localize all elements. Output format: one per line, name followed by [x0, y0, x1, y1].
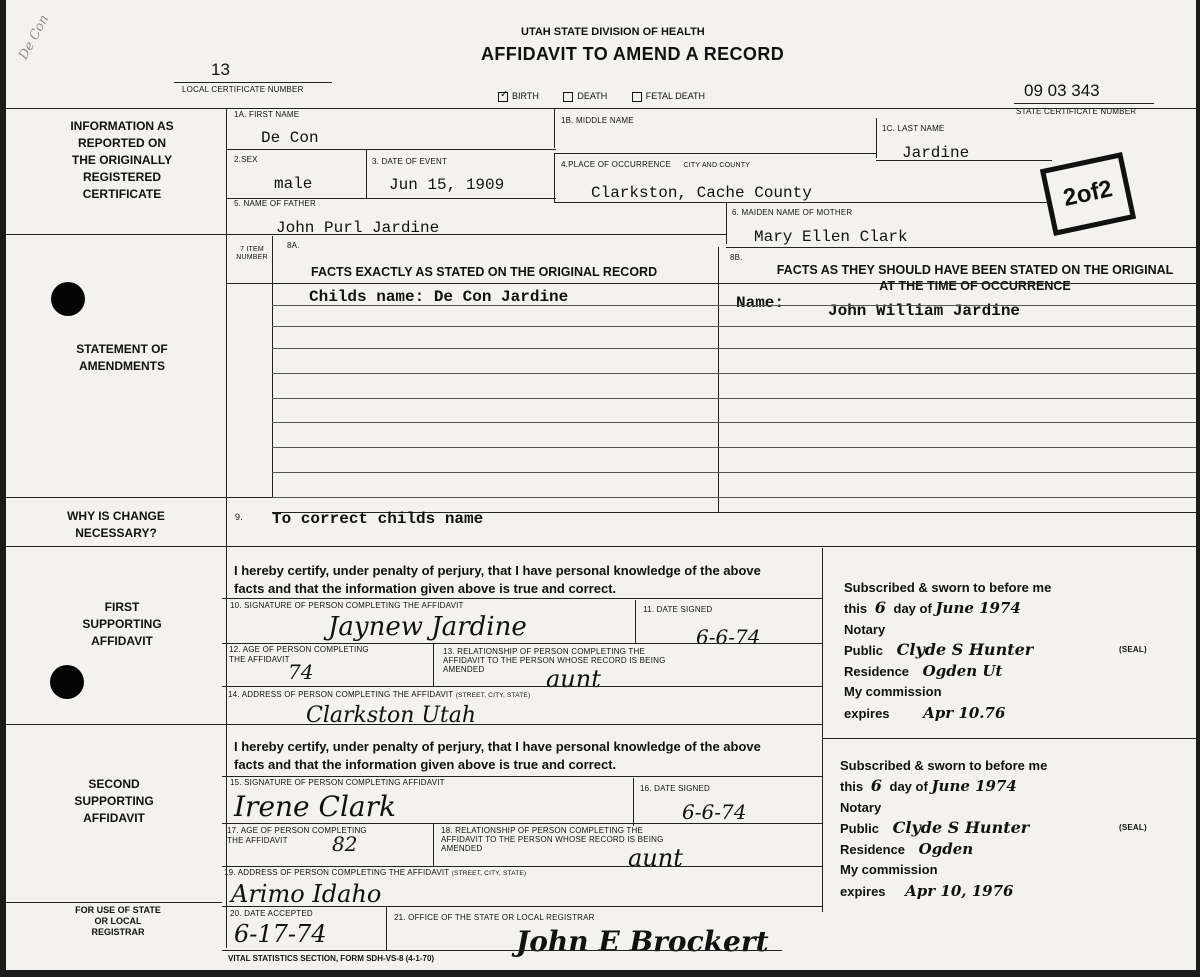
first-notary-sworn: Subscribed & sworn to before me — [844, 580, 1052, 595]
why-change-number: 9. — [235, 512, 243, 522]
second-notary-signature: Clyde S Hunter — [892, 817, 1030, 837]
first-notary-day: 6 — [874, 598, 886, 618]
first-relationship: aunt — [546, 665, 601, 693]
date-accepted: 6-17-74 — [234, 920, 327, 948]
first-name-label: 1A. FIRST NAME — [234, 110, 300, 119]
father-name-label: 5. NAME OF FATHER — [234, 199, 316, 208]
second-date-signed: 6-6-74 — [682, 800, 747, 824]
first-notary-signature: Clyde S Hunter — [896, 639, 1034, 659]
first-notary-expires: Apr 10.76 — [923, 703, 1006, 722]
second-notary-sworn: Subscribed & sworn to before me — [840, 758, 1048, 773]
date-accepted-label: 20. DATE ACCEPTED — [230, 909, 313, 918]
punch-hole-top — [51, 282, 85, 316]
agency-name: UTAH STATE DIVISION OF HEALTH — [521, 26, 705, 38]
first-certification-text: I hereby certify, under penalty of perjury, that I have personal knowledge of the above facts and that the information given above is true and correct. — [234, 563, 761, 596]
second-affidavit-section-label: SECOND SUPPORTING AFFIDAVIT — [74, 777, 154, 825]
death-checkbox-icon — [563, 92, 573, 102]
state-certificate-number: 09 03 343 — [1024, 81, 1100, 100]
father-name-value: John Purl Jardine — [276, 219, 440, 237]
first-age-label: 12. AGE OF PERSON COMPLETING THE AFFIDAVIT — [229, 645, 369, 664]
first-seal-label: (SEAL) — [1119, 644, 1147, 654]
second-seal-label: (SEAL) — [1119, 822, 1147, 832]
mother-maiden-name-label: 6. MAIDEN NAME OF MOTHER — [732, 208, 853, 217]
document-page — [6, 0, 1196, 970]
col-8a-number: 8A. — [287, 241, 300, 250]
checkbox-birth[interactable]: ✓ BIRTH — [500, 88, 539, 101]
first-notary-month: June 1974 — [935, 599, 1021, 618]
second-notary-residence: Ogden — [918, 840, 974, 859]
checkbox-fetal-death[interactable]: FETAL DEATH — [632, 91, 705, 101]
local-certificate-label: LOCAL CERTIFICATE NUMBER — [182, 85, 304, 94]
margin-handwriting: De Con — [16, 12, 53, 63]
birth-checkbox-icon: ✓ — [500, 88, 509, 100]
first-date-signed: 6-6-74 — [696, 625, 761, 649]
mother-maiden-name-value: Mary Ellen Clark — [754, 228, 908, 246]
record-type-options — [498, 88, 706, 102]
amendments-section-label: STATEMENT OF AMENDMENTS — [76, 342, 168, 373]
second-age-label: 17. AGE OF PERSON COMPLETING THE AFFIDAVIT — [227, 826, 367, 845]
date-of-event-value: Jun 15, 1909 — [389, 176, 505, 194]
second-notary-month: June 1974 — [931, 777, 1017, 796]
correct-fact-label: Name: — [736, 294, 785, 312]
col-8b-number: 8B. — [730, 253, 743, 262]
first-notary-block: Subscribed & sworn to before me this 6 day of June 1974 Notary Public Clyde S Hunter (SEAL) Residence Ogden Ut My commission expires Apr 10.76 — [844, 580, 1147, 722]
form-title: AFFIDAVIT TO AMEND A RECORD — [481, 44, 785, 64]
first-address-label: 14. ADDRESS OF PERSON COMPLETING THE AFFIDAVIT (STREET, CITY, STATE) — [228, 690, 531, 699]
state-certificate-label: STATE CERTIFICATE NUMBER — [1016, 107, 1137, 116]
sex-value: male — [274, 175, 313, 193]
local-certificate-number: 13 — [211, 60, 230, 79]
second-notary-expires: Apr 10, 1976 — [905, 881, 1014, 900]
registrar-section-label: FOR USE OF STATE OR LOCAL REGISTRAR — [75, 905, 161, 937]
first-name-value: De Con — [261, 129, 319, 147]
second-relationship: aunt — [628, 844, 683, 872]
second-age: 82 — [332, 832, 358, 856]
registrar-signature: John E Brockert — [516, 925, 769, 958]
why-change-value: To correct childs name — [272, 510, 484, 528]
first-age: 74 — [288, 660, 314, 684]
last-name-label: 1C. LAST NAME — [882, 124, 945, 133]
page-stamp — [1040, 152, 1136, 236]
first-address: Clarkston Utah — [306, 703, 477, 728]
first-relationship-label: 13. RELATIONSHIP OF PERSON COMPLETING THE AFFIDAVIT TO THE PERSON WHOSE RECORD IS BEING AMENDED — [443, 647, 666, 674]
second-address-label: 19. ADDRESS OF PERSON COMPLETING THE AFFIDAVIT (STREET, CITY, STATE) — [224, 868, 527, 877]
punch-hole-bottom — [50, 665, 84, 699]
sex-label: 2.SEX — [234, 155, 258, 164]
why-change-label: WHY IS CHANGE NECESSARY? — [67, 509, 165, 540]
date-of-event-label: 3. DATE OF EVENT — [372, 157, 448, 166]
col-8b-header: FACTS AS THEY SHOULD HAVE BEEN STATED ON THE ORIGINAL AT THE TIME OF OCCURRENCE — [776, 263, 1174, 293]
first-signature-label: 10. SIGNATURE OF PERSON COMPLETING THE AFFIDAVIT — [230, 601, 464, 610]
page-stamp-text: 2of2 — [1060, 175, 1115, 212]
fetal-death-checkbox-icon — [632, 92, 642, 102]
checkbox-death[interactable]: DEATH — [563, 91, 609, 101]
place-of-occurrence-value: Clarkston, Cache County — [591, 184, 812, 202]
form-footer: VITAL STATISTICS SECTION, FORM SDH-VS-8 (4-1-70) — [228, 954, 435, 963]
second-date-signed-label: 16. DATE SIGNED — [640, 784, 710, 793]
first-notary-residence: Ogden Ut — [922, 662, 1003, 681]
second-notary-day: 6 — [870, 776, 882, 796]
original-record-section-label: INFORMATION AS REPORTED ON THE ORIGINALLY REGISTERED CERTIFICATE — [70, 119, 174, 201]
second-relationship-label: 18. RELATIONSHIP OF PERSON COMPLETING THE AFFIDAVIT TO THE PERSON WHOSE RECORD IS BEING AMENDED — [441, 826, 664, 853]
middle-name-label: 1B. MIDDLE NAME — [561, 116, 634, 125]
first-signature: Jaynew Jardine — [328, 612, 527, 642]
second-signature-label: 15. SIGNATURE OF PERSON COMPLETING AFFIDAVIT — [230, 778, 445, 787]
second-notary-block: Subscribed & sworn to before me this 6 day of June 1974 Notary Public Clyde S Hunter (SEAL) Residence Ogden My commission expires Apr 10, 1976 — [840, 758, 1147, 900]
second-signature: Irene Clark — [234, 790, 396, 823]
registrar-office-label: 21. OFFICE OF THE STATE OR LOCAL REGISTRAR — [394, 913, 595, 922]
second-address: Arimo Idaho — [231, 880, 382, 908]
first-affidavit-section-label: FIRST SUPPORTING AFFIDAVIT — [82, 600, 162, 648]
item-number-label: 7 ITEM NUMBER — [236, 246, 268, 261]
first-date-signed-label: 11. DATE SIGNED — [643, 605, 713, 614]
last-name-value: Jardine — [902, 144, 970, 162]
place-of-occurrence-label: 4.PLACE OF OCCURRENCE CITY AND COUNTY — [561, 160, 751, 169]
correct-fact-value: John William Jardine — [828, 302, 1021, 320]
original-fact-value: Childs name: De Con Jardine — [309, 288, 569, 306]
col-8a-header: FACTS EXACTLY AS STATED ON THE ORIGINAL RECORD — [311, 265, 658, 279]
second-certification-text: I hereby certify, under penalty of perjury, that I have personal knowledge of the above facts and that the information given above is true and correct. — [234, 739, 761, 772]
